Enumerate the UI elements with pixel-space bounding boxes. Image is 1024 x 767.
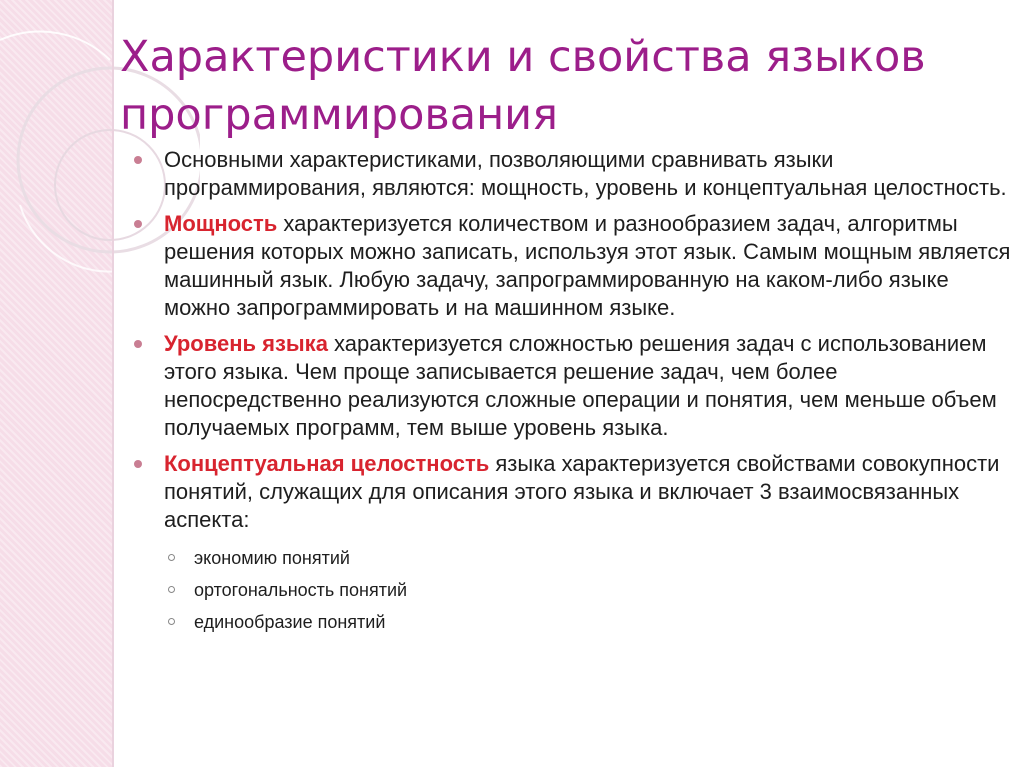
bullet-item-integrity xyxy=(132,450,1012,534)
bullet-item-level xyxy=(132,330,1012,442)
term-highlight: Мощность xyxy=(164,211,278,236)
hollow-bullet-icon xyxy=(168,554,175,561)
sub-bullet-item xyxy=(132,574,1012,606)
title-line-2: программирования xyxy=(120,90,558,140)
sub-bullet-list xyxy=(132,542,1012,638)
panel-divider xyxy=(112,0,114,767)
bullet-text: характеризуется количеством и разнообразием задач, алгоритмы решения которых можно записать, используя этот язык. Самым мощным является машинный язык. Любую задачу, запрограммированную на каком-либо языке можно запрограммировать и на машинном языке. xyxy=(164,211,1011,320)
sub-bullet-text: единообразие понятий xyxy=(194,612,386,632)
term-highlight: Уровень языка xyxy=(164,331,328,356)
sub-bullet-item xyxy=(132,542,1012,574)
bullet-item-power xyxy=(132,210,1012,322)
bullet-text: языка характеризуется свойствами совокупности понятий, служащих для описания этого языка и включает 3 взаимосвязанных аспекта: xyxy=(164,451,1000,532)
bullet-dot-icon xyxy=(134,460,142,468)
sub-bullet-item xyxy=(132,606,1012,638)
bullet-dot-icon xyxy=(134,340,142,348)
sub-bullet-text: экономию понятий xyxy=(194,548,350,568)
sub-bullet-text: ортогональность понятий xyxy=(194,580,408,600)
term-highlight: Концептуальная целостность xyxy=(164,451,490,476)
hollow-bullet-icon xyxy=(168,586,175,593)
bullet-dot-icon xyxy=(134,156,142,164)
bullet-text: характеризуется сложностью решения задач с использованием этого языка. Чем проще записывается решение задач, чем более непосредственно реализуются сложные операции и понятия, чем меньше объем получаемых программ, тем выше уровень языка. xyxy=(164,331,997,440)
bullet-text: Основными характеристиками, позволяющими сравнивать языки программирования, являются: мощность, уровень и концептуальная целостность. xyxy=(164,147,1007,200)
slide-content xyxy=(132,146,1012,638)
bullet-item-intro xyxy=(132,146,1012,202)
hollow-bullet-icon xyxy=(168,618,175,625)
title-line-1: Характеристики и свойства языков xyxy=(120,32,926,82)
bullet-dot-icon xyxy=(134,220,142,228)
slide-title xyxy=(120,28,1010,144)
